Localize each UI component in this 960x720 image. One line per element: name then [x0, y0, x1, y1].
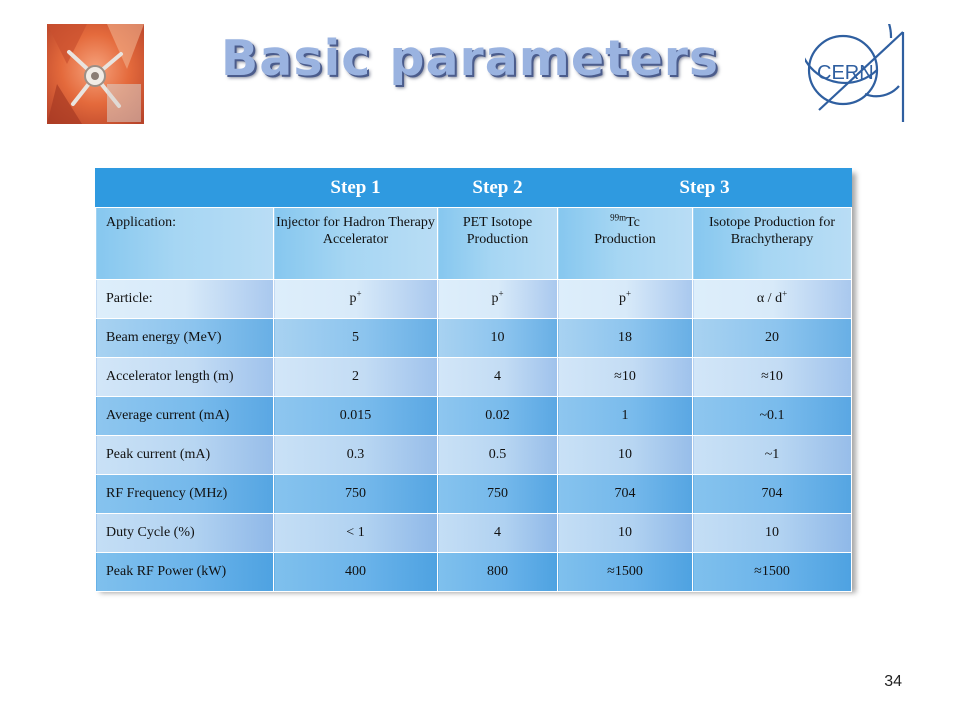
- table-cell: 1: [558, 397, 693, 436]
- table-cell: 704: [558, 475, 693, 514]
- slide-title: Basic parameters: [220, 30, 720, 87]
- table-cell: Injector for Hadron Therapy Accelerator: [274, 208, 438, 280]
- table-cell: PET Isotope Production: [438, 208, 558, 280]
- table-cell: $^{99m}$Tc Production: [558, 208, 693, 280]
- table-row: [96, 475, 852, 514]
- table-cell: p+: [274, 280, 438, 319]
- table-cell: 704: [693, 475, 852, 514]
- header-label: [96, 169, 274, 208]
- table-row: [96, 319, 852, 358]
- table-row: [96, 553, 852, 592]
- table-cell: 750: [274, 475, 438, 514]
- header-step-3: Step 3: [558, 169, 852, 208]
- table-cell: ≈10: [693, 358, 852, 397]
- row-label: Average current (mA): [96, 397, 274, 436]
- table-cell: ≈1500: [558, 553, 693, 592]
- table-cell: p+: [558, 280, 693, 319]
- table-cell: 4: [438, 358, 558, 397]
- cern-logo: [805, 24, 913, 128]
- table-cell: 5: [274, 319, 438, 358]
- table-cell: α / d+: [693, 280, 852, 319]
- table-cell: 10: [558, 436, 693, 475]
- table-cell: ~0.1: [693, 397, 852, 436]
- accelerator-photo: [47, 24, 144, 124]
- table-cell: 800: [438, 553, 558, 592]
- parameters-table: [95, 168, 851, 588]
- table-cell: 750: [438, 475, 558, 514]
- table-row: [96, 436, 852, 475]
- tc-isotope: $^{99m}$Tc: [610, 212, 640, 230]
- table-header-row: [96, 169, 852, 208]
- row-label: Peak RF Power (kW): [96, 553, 274, 592]
- cern-logo-text: CERN: [817, 62, 874, 84]
- table-cell: ≈1500: [693, 553, 852, 592]
- table-cell: 10: [438, 319, 558, 358]
- table-cell: 0.02: [438, 397, 558, 436]
- table-cell: ≈10: [558, 358, 693, 397]
- table-row: [96, 358, 852, 397]
- row-label: Particle:: [96, 280, 274, 319]
- table-cell: 0.015: [274, 397, 438, 436]
- row-label: Duty Cycle (%): [96, 514, 274, 553]
- table-cell: 4: [438, 514, 558, 553]
- table-cell: 400: [274, 553, 438, 592]
- table-cell: p+: [438, 280, 558, 319]
- table-cell: 20: [693, 319, 852, 358]
- row-label: Accelerator length (m): [96, 358, 274, 397]
- header-step-2: Step 2: [438, 169, 558, 208]
- table-cell: 10: [558, 514, 693, 553]
- table-cell: 0.3: [274, 436, 438, 475]
- row-label: Peak current (mA): [96, 436, 274, 475]
- table-cell: 10: [693, 514, 852, 553]
- page-number: 34: [884, 673, 902, 690]
- table-row: [96, 397, 852, 436]
- row-label: RF Frequency (MHz): [96, 475, 274, 514]
- table-row: [96, 208, 852, 280]
- table-cell: ~1: [693, 436, 852, 475]
- table-row: [96, 280, 852, 319]
- table-cell: < 1: [274, 514, 438, 553]
- row-label: Application:: [96, 208, 274, 280]
- row-label: Beam energy (MeV): [96, 319, 274, 358]
- table-cell: 18: [558, 319, 693, 358]
- table-cell: 0.5: [438, 436, 558, 475]
- header-step-1: Step 1: [274, 169, 438, 208]
- table-cell: Isotope Production for Brachytherapy: [693, 208, 852, 280]
- table-row: [96, 514, 852, 553]
- table-cell: 2: [274, 358, 438, 397]
